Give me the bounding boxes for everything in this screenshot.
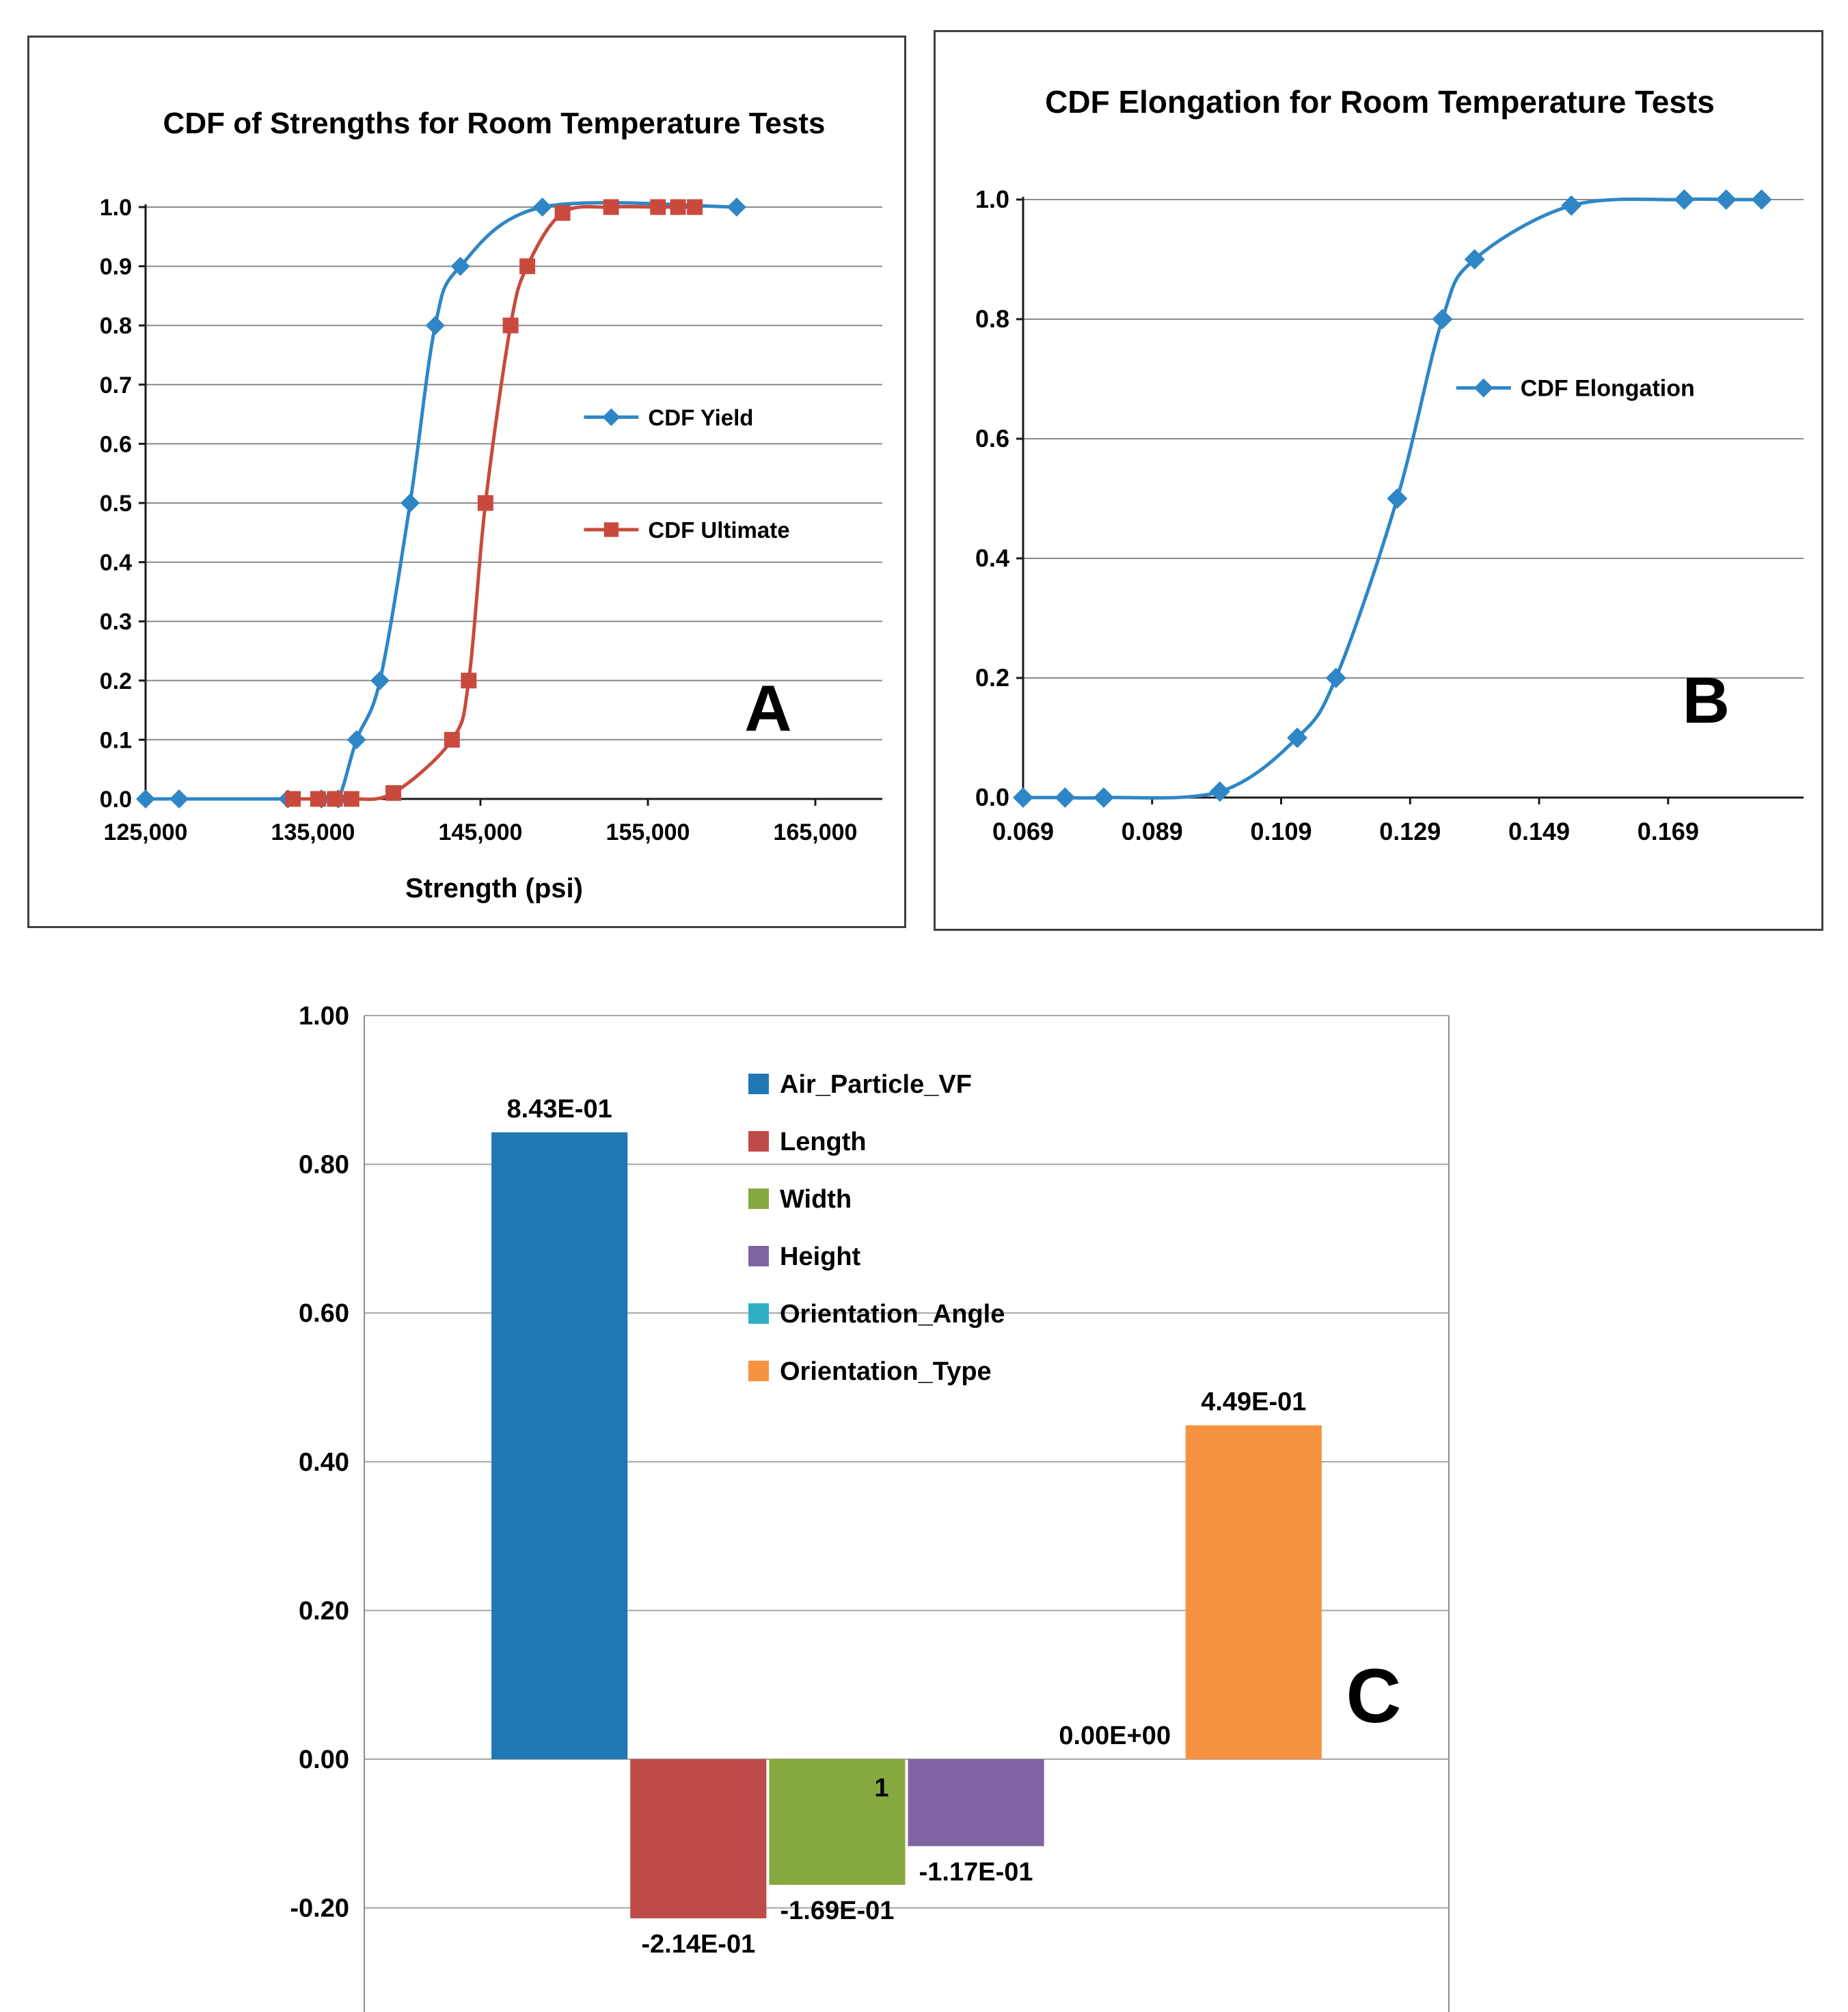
chart-title: CDF Elongation for Room Temperature Tests — [1045, 84, 1715, 120]
square-marker — [385, 785, 401, 801]
square-marker — [555, 205, 571, 221]
legend-label: CDF Elongation — [1520, 375, 1695, 402]
series-cdf-elongation — [1013, 189, 1772, 808]
chart-cdf-strengths — [29, 38, 904, 926]
y-tick-label: 0.8 — [975, 305, 1009, 333]
x-axis-label: Strength (psi) — [405, 873, 583, 903]
square-marker — [603, 200, 619, 215]
x-tick-label: 0.169 — [1637, 817, 1699, 845]
diamond-marker — [1013, 787, 1033, 808]
bar-label: 4.49E-01 — [1201, 1387, 1307, 1417]
chart-cdf-elongation — [936, 32, 1821, 929]
square-marker — [344, 791, 359, 807]
diamond-marker — [1432, 309, 1452, 329]
diamond-marker — [136, 789, 155, 808]
chart-sensitivity-bars — [0, 984, 1848, 2012]
legend-label: Length — [780, 1128, 867, 1156]
y-tick-label: 0.0 — [99, 787, 132, 813]
diamond-marker — [1561, 195, 1581, 216]
bar-height — [908, 1759, 1044, 1846]
y-tick-label: 0.00 — [299, 1745, 349, 1775]
x-tick-label: 125,000 — [103, 819, 188, 845]
square-marker — [687, 200, 703, 215]
square-marker — [478, 495, 493, 511]
x-tick-label: 0.109 — [1250, 817, 1312, 845]
square-marker — [604, 522, 619, 536]
diamond-marker — [1674, 189, 1694, 210]
square-marker — [327, 791, 342, 807]
legend-swatch — [748, 1188, 769, 1209]
annotation: 1 — [874, 1773, 889, 1803]
diamond-marker — [370, 671, 390, 690]
legend-item — [1456, 376, 1695, 402]
diamond-marker — [602, 408, 620, 426]
x-tick-label: 145,000 — [438, 819, 523, 845]
y-tick-label: 1.00 — [299, 1002, 349, 1031]
y-tick-label: 0.60 — [299, 1299, 349, 1329]
x-tick-label: 0.129 — [1379, 817, 1441, 845]
diamond-marker — [169, 789, 189, 808]
x-tick-label: 0.089 — [1121, 817, 1183, 845]
legend-swatch — [748, 1303, 769, 1324]
y-tick-label: 0.3 — [99, 609, 132, 636]
panel-b-cdf-elongation — [934, 30, 1823, 931]
y-tick-label: 0.8 — [99, 313, 132, 340]
x-tick-label: 0.069 — [992, 817, 1055, 845]
square-marker — [310, 791, 326, 807]
diamond-marker — [727, 198, 746, 217]
bar-label: -2.14E-01 — [641, 1929, 756, 1959]
square-marker — [519, 258, 535, 274]
panel-letter: A — [744, 672, 792, 746]
chart-title: CDF of Strengths for Room Temperature Tests — [163, 107, 826, 140]
y-tick-label: 0.20 — [299, 1596, 349, 1626]
legend-label: CDF Ultimate — [648, 517, 790, 543]
y-tick-label: 0.4 — [99, 549, 132, 576]
y-tick-label: 1.0 — [99, 195, 132, 221]
y-tick-label: 0.0 — [975, 783, 1009, 811]
bar-label: -1.17E-01 — [919, 1858, 1033, 1887]
x-tick-label: 0.149 — [1508, 817, 1571, 845]
legend-swatch — [748, 1361, 769, 1381]
square-marker — [285, 791, 301, 807]
bar-length — [630, 1759, 766, 1918]
diamond-marker — [1716, 189, 1737, 210]
y-tick-label: 0.6 — [975, 424, 1009, 452]
y-tick-label: 0.40 — [299, 1447, 349, 1477]
x-tick-label: 165,000 — [773, 819, 858, 845]
bar-label: 8.43E-01 — [506, 1094, 612, 1124]
legend — [748, 1070, 1005, 1386]
legend-swatch — [748, 1074, 769, 1094]
diamond-marker — [1387, 489, 1407, 509]
tick-labels — [975, 185, 1699, 845]
square-marker — [444, 732, 460, 748]
diamond-marker — [426, 316, 445, 335]
legend-label: Height — [780, 1242, 861, 1271]
diamond-marker — [400, 493, 420, 513]
bar-orientation_type — [1186, 1426, 1322, 1760]
diamond-marker — [1474, 379, 1493, 398]
y-tick-label: 0.2 — [975, 664, 1009, 692]
y-tick-label: 0.2 — [99, 668, 132, 694]
diamond-marker — [347, 730, 366, 749]
square-marker — [650, 200, 666, 215]
bar-label: -1.69E-01 — [780, 1896, 895, 1925]
legend-label: Width — [780, 1185, 852, 1214]
panel-a-cdf-strengths — [27, 36, 906, 928]
y-tick-label: 0.80 — [299, 1150, 349, 1180]
square-marker — [503, 318, 519, 334]
diamond-marker — [1326, 668, 1346, 688]
legend-label: Orientation_Angle — [780, 1300, 1005, 1329]
y-tick-label: 1.0 — [975, 185, 1009, 213]
x-tick-label: 155,000 — [606, 819, 690, 845]
y-tick-label: -0.20 — [290, 1894, 349, 1923]
legend-swatch — [748, 1246, 769, 1266]
diamond-marker — [1055, 787, 1075, 808]
legend-swatch — [748, 1131, 769, 1152]
panel-letter: C — [1346, 1653, 1402, 1739]
y-tick-label: 0.9 — [99, 254, 132, 280]
y-tick-label: 0.5 — [99, 491, 132, 517]
legend-label: Air_Particle_VF — [780, 1070, 972, 1099]
square-marker — [461, 672, 476, 688]
y-tick-label: 0.1 — [99, 727, 132, 754]
legend-label: CDF Yield — [648, 405, 754, 431]
y-tick-label: 0.4 — [975, 544, 1009, 572]
x-tick-label: 135,000 — [271, 819, 355, 845]
legend-label: Orientation_Type — [780, 1357, 992, 1386]
diamond-marker — [1210, 781, 1230, 802]
y-tick-label: 0.7 — [99, 372, 132, 398]
diamond-marker — [1093, 787, 1114, 808]
y-tick-label: 0.6 — [99, 431, 132, 458]
tick-labels — [290, 1002, 349, 1923]
bars — [491, 1132, 1322, 1918]
panel-letter: B — [1682, 664, 1730, 737]
square-marker — [670, 200, 686, 215]
legend-item — [584, 517, 789, 543]
bar-label: 0.00E+00 — [1059, 1722, 1171, 1751]
diamond-marker — [1752, 189, 1772, 210]
diamond-marker — [533, 198, 552, 217]
panel-c-sensitivity-bars — [0, 984, 1848, 2012]
legend-item — [584, 405, 753, 430]
bar-air_particle_vf — [491, 1132, 627, 1759]
